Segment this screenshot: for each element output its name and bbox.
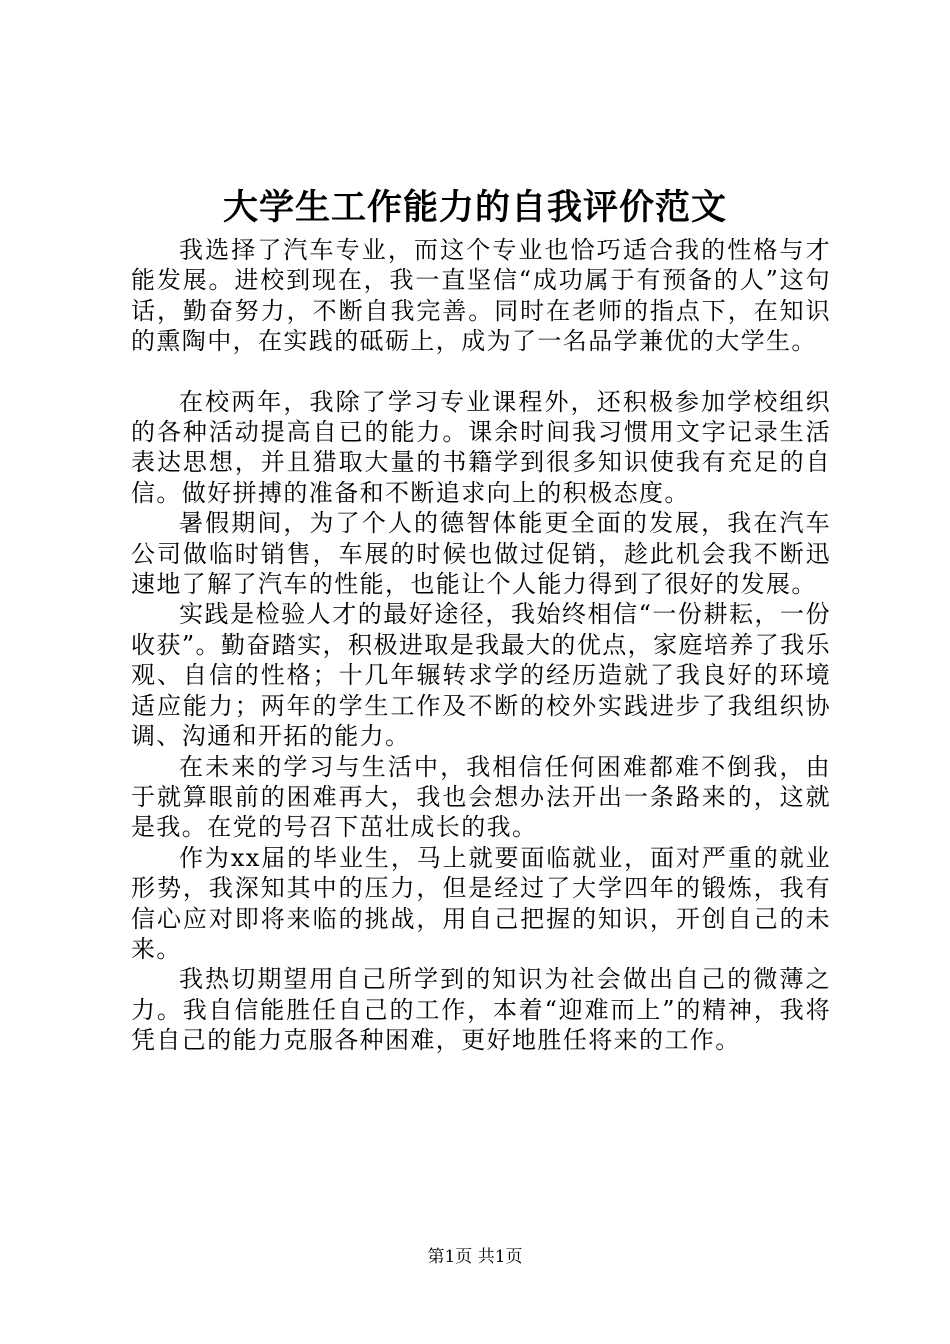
document-title: 大学生工作能力的自我评价范文 <box>222 187 727 228</box>
paragraph-2: 在校两年，我除了学习专业课程外，还积极参加学校组织的各种活动提高自已的能力。课余时间我习惯用文字记录生活表达思想，并且猎取大量的书籍学到很多知识使我有充足的自信。做好拼搏的准备和不断追求向上的积极态度。 <box>131 387 831 507</box>
paragraph-6: 作为xx届的毕业生，马上就要面临就业，面对严重的就业形势，我深知其中的压力，但是经过了大学四年的锻炼，我有信心应对即将来临的挑战，用自己把握的知识，开创自己的未来。 <box>131 843 831 963</box>
document-body <box>131 235 831 1056</box>
paragraph-5: 在未来的学习与生活中，我相信任何困难都难不倒我，由于就算眼前的困难再大，我也会想办法开出一条路来的，这就是我。在党的号召下茁壮成长的我。 <box>131 752 831 842</box>
page-number-footer: 第1页 共1页 <box>427 1247 523 1267</box>
paragraph-7: 我热切期望用自己所学到的知识为社会做出自己的微薄之力。我自信能胜任自己的工作，本着“迎难而上”的精神，我将凭自己的能力克服各种困难，更好地胜任将来的工作。 <box>131 965 831 1055</box>
paragraph-4: 实践是检验人才的最好途径，我始终相信“一份耕耘，一份收获”。勤奋踏实，积极进取是我最大的优点，家庭培养了我乐观、自信的性格；十几年辗转求学的经历造就了我良好的环境适应能力；两年的学生工作及不断的校外实践进步了我组织协调、沟通和开拓的能力。 <box>131 600 831 751</box>
paragraph-3: 暑假期间，为了个人的德智体能更全面的发展，我在汽车公司做临时销售，车展的时候也做过促销，趁此机会我不断迅速地了解了汽车的性能，也能让个人能力得到了很好的发展。 <box>131 509 831 599</box>
paragraph-1: 我选择了汽车专业，而这个专业也恰巧适合我的性格与才能发展。进校到现在，我一直坚信“成功属于有预备的人”这句话，勤奋努力，不断自我完善。同时在老师的指点下，在知识的熏陶中，在实践的砥砺上，成为了一名品学兼优的大学生。 <box>131 236 831 356</box>
